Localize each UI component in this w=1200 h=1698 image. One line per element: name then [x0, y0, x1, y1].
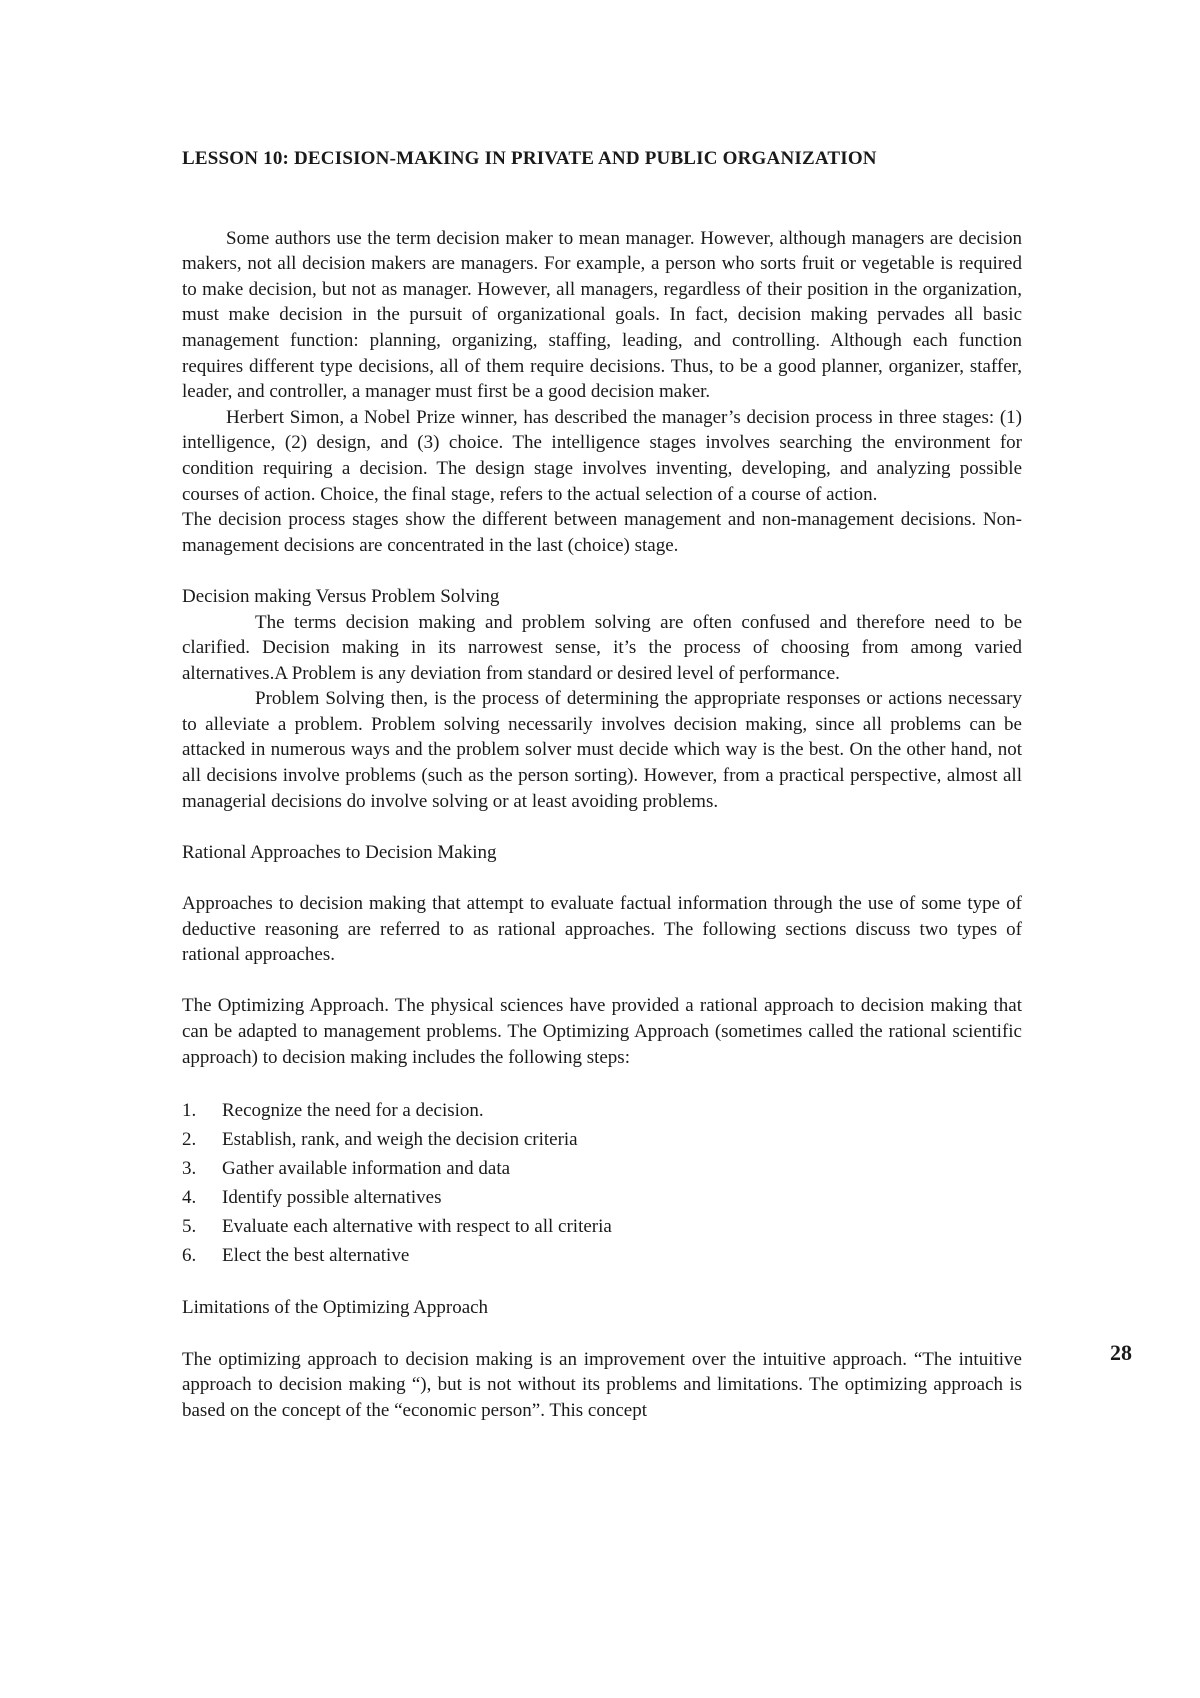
spacer: [182, 1270, 1022, 1296]
step-text: Establish, rank, and weigh the decision criteria: [222, 1128, 578, 1150]
step-number: 2.: [182, 1128, 197, 1150]
intro-paragraph-1: Some authors use the term decision maker to mean manager. However, although managers are decision makers, not all decision makers are managers. For example, a person who sorts fruit or vegetable is required to make decision, but not as manager. However, all managers, regardless of their position in the organization, must make decision in the pursuit of organizational goals. In fact, decision making pervades all basic management function: planning, organizing, staffing, leading, and controlling. Although each function requires different type decisions, all of them require decisions. Thus, to be a good planner, organizer, staffer, leader, and controller, a manager must first be a good decision maker.: [182, 227, 1022, 403]
intro-paragraph-2: Herbert Simon, a Nobel Prize winner, has described the manager’s decision process in three stages: (1) intelligence, (2) design, and (3) choice. The intelligence stages involves searching the environment for condition requiring a decision. The design stage involves inventing, developing, and analyzing possible courses of action. Choice, the final stage, refers to the actual selection of a course of action.: [182, 406, 1022, 505]
limitations-paragraph: The optimizing approach to decision making is an improvement over the intuitive approach. “The intuitive approach to decision making “), but is not without its problems and limitations. The optimizing approach is based on the concept of the “economic person”. This concept: [182, 1348, 1022, 1421]
section-heading-limitations: Limitations of the Optimizing Approach: [182, 1297, 489, 1319]
page-number: 28: [1110, 1340, 1132, 1365]
step-number: 6.: [182, 1244, 197, 1266]
step-number: 1.: [182, 1099, 197, 1121]
step-number: 3.: [182, 1157, 197, 1179]
step-number: 5.: [182, 1215, 197, 1237]
spacer: [182, 558, 1022, 584]
section-heading-problem-solving: Decision making Versus Problem Solving: [182, 585, 500, 607]
optimizing-steps-list: [182, 1096, 1022, 1270]
step-text: Recognize the need for a decision.: [222, 1099, 484, 1121]
spacer: [182, 814, 1022, 840]
problem-solving-paragraph-2: Problem Solving then, is the process of determining the appropriate responses or actions necessary to alleviate a problem. Problem solving necessarily involves decision making, since all problems can be attacked in numerous ways and the problem solver must decide which way is the best. On the other hand, not all decisions involve problems (such as the person sorting). However, from a practical perspective, almost all managerial decisions do involve solving or at least avoiding problems.: [182, 688, 1022, 812]
step-text: Gather available information and data: [222, 1157, 511, 1179]
spacer: [182, 1321, 1022, 1347]
list-item: [182, 1241, 1022, 1270]
optimizing-paragraph: The Optimizing Approach. The physical sciences have provided a rational approach to decision making that can be adapted to management problems. The Optimizing Approach (sometimes called the rational scientific approach) to decision making includes the following steps:: [182, 995, 1022, 1068]
intro-paragraph-3: The decision process stages show the different between management and non-management decisions. Non-management decisions are concentrated in the last (choice) stage.: [182, 509, 1022, 556]
step-number: 4.: [182, 1186, 197, 1208]
list-item: [182, 1154, 1022, 1183]
list-item: [182, 1125, 1022, 1154]
list-item: [182, 1212, 1022, 1241]
spacer: [182, 865, 1022, 891]
list-item: [182, 1096, 1022, 1125]
step-text: Evaluate each alternative with respect to all criteria: [222, 1215, 612, 1237]
step-text: Elect the best alternative: [222, 1244, 410, 1266]
rational-paragraph: Approaches to decision making that attempt to evaluate factual information through the use of some type of deductive reasoning are referred to as rational approaches. The following sections discuss two types of rational approaches.: [182, 893, 1022, 966]
list-item: [182, 1183, 1022, 1212]
problem-solving-paragraph-1: The terms decision making and problem solving are often confused and therefore need to be clarified. Decision making in its narrowest sense, it’s the process of choosing from among varied alternatives.A Problem is any deviation from standard or desired level of performance.: [182, 611, 1022, 684]
spacer: [182, 968, 1022, 994]
step-text: Identify possible alternatives: [222, 1186, 442, 1208]
spacer: [182, 1070, 1022, 1096]
lesson-title: LESSON 10: DECISION-MAKING IN PRIVATE AND PUBLIC ORGANIZATION: [182, 148, 877, 169]
section-heading-rational: Rational Approaches to Decision Making: [182, 841, 497, 863]
page-content: [182, 146, 1022, 1423]
